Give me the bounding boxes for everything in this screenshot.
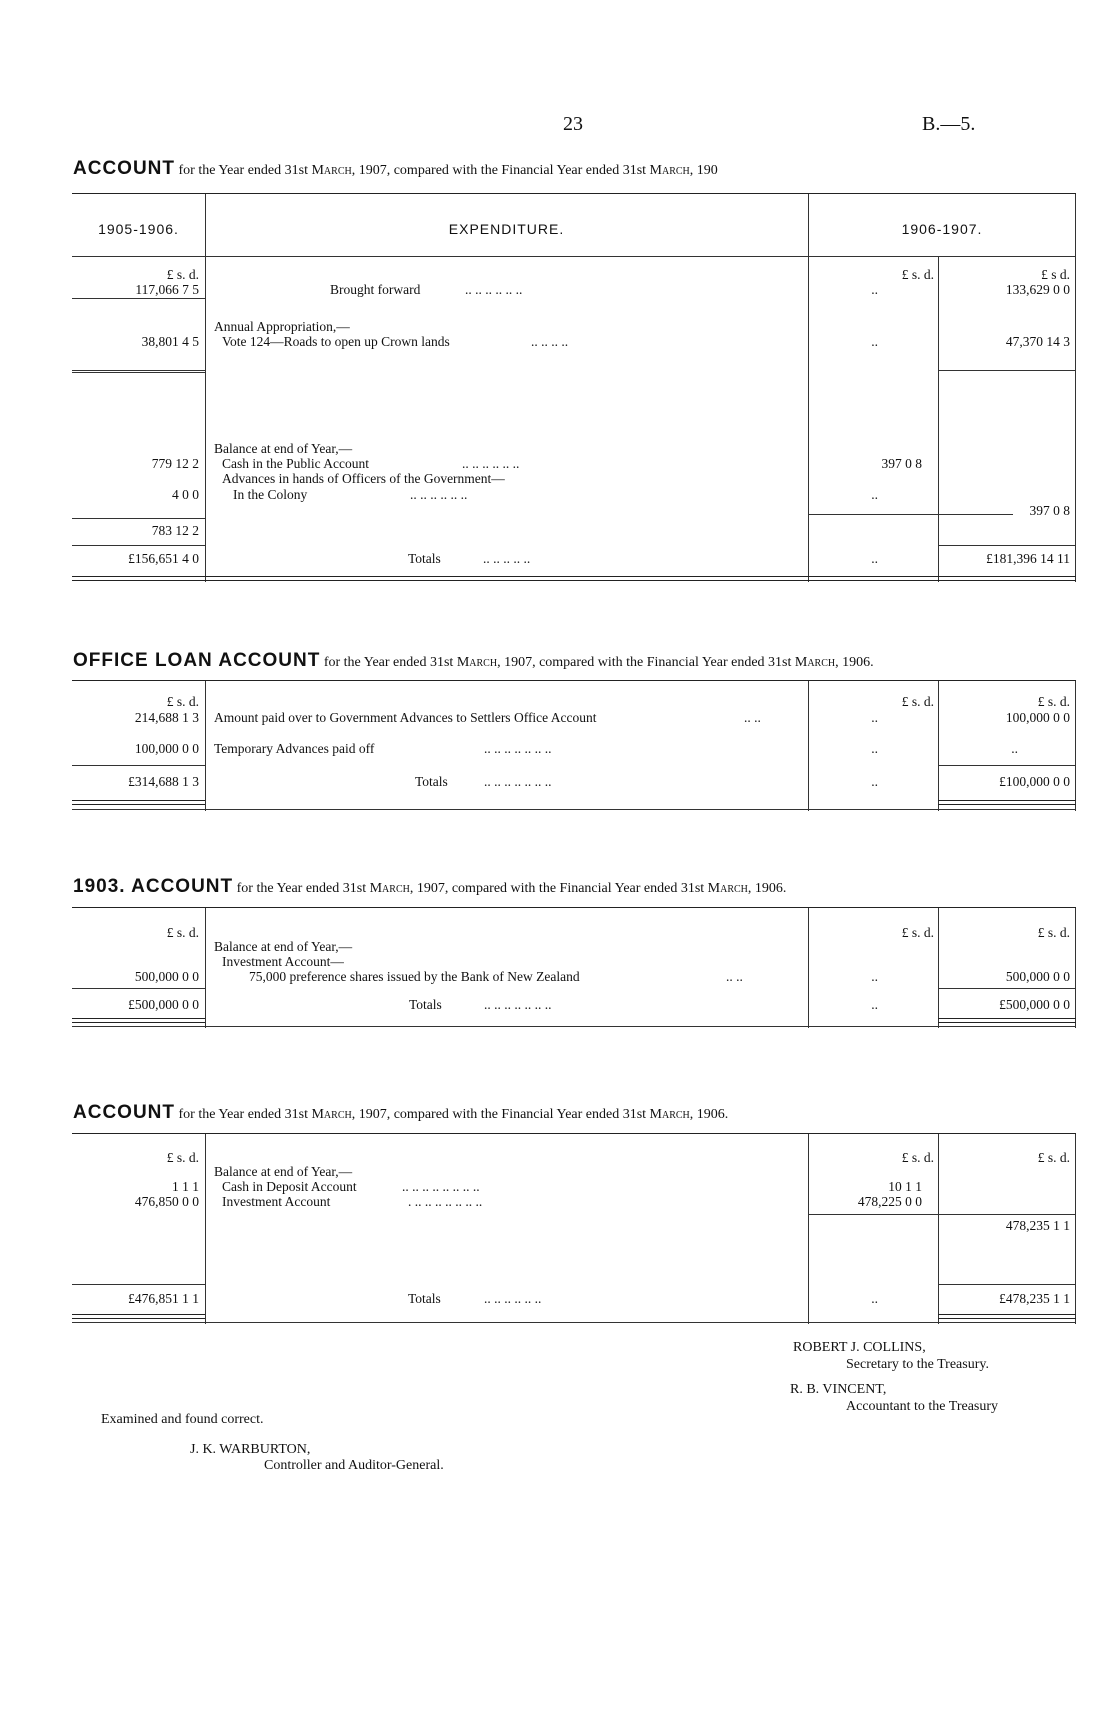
row-label: Annual Appropriation,—: [214, 319, 350, 334]
row-label: Investment Account: [222, 1194, 331, 1209]
row-label: Balance at end of Year,—: [214, 441, 353, 456]
row-label: Cash in Deposit Account: [222, 1179, 357, 1194]
row-label: Vote 124—Roads to open up Crown lands: [222, 334, 450, 349]
signatory-title: Accountant to the Treasury: [846, 1399, 999, 1414]
amount: ..: [871, 487, 878, 502]
amount: £478,235 1 1: [999, 1291, 1070, 1306]
amount: ..: [871, 1291, 878, 1306]
page-reference: B.—5.: [922, 113, 976, 135]
leader-dots: .. .. .. .. .. .. ..: [484, 997, 552, 1012]
unit-header: £ s. d.: [166, 925, 199, 940]
unit-header: £ s. d.: [901, 694, 934, 709]
amount: 500,000 0 0: [1005, 969, 1070, 984]
row-label: In the Colony: [233, 487, 308, 502]
amount: 397 0 8: [1029, 503, 1070, 518]
amount: 4 0 0: [172, 487, 199, 502]
amount: 779 12 2: [151, 456, 199, 471]
amount: 214,688 1 3: [134, 710, 199, 725]
unit-header: £ s d.: [1041, 267, 1070, 282]
account-3-title: 1903. ACCOUNT for the Year ended 31st March, 1907, compared with the Financial Year ended 31st March, 1906.: [73, 876, 787, 897]
amount: 117,066 7 5: [135, 282, 199, 297]
amount: £156,651 4 0: [128, 551, 199, 566]
account-4-table: [72, 1133, 1076, 1324]
amount: £100,000 0 0: [999, 774, 1070, 789]
leader-dots: . .. .. .. .. .. .. ..: [408, 1194, 483, 1209]
amount: ..: [1011, 741, 1018, 756]
amount: 100,000 0 0: [134, 741, 199, 756]
signatory-name: ROBERT J. COLLINS,: [793, 1340, 926, 1355]
account-3-table: [72, 907, 1076, 1028]
amount: ..: [871, 710, 878, 725]
leader-dots: .. .. .. .. .. ..: [462, 456, 520, 471]
leader-dots: .. .. .. .. .. ..: [465, 282, 523, 297]
amount: ..: [871, 969, 878, 984]
row-label: Temporary Advances paid off: [214, 741, 375, 756]
leader-dots: .. .. .. .. .. ..: [410, 487, 468, 502]
row-label: 75,000 preference shares issued by the Bank of New Zealand: [249, 969, 580, 984]
amount: 478,235 1 1: [1005, 1218, 1070, 1233]
row-label: Amount paid over to Government Advances to Settlers Office Account: [214, 710, 597, 725]
column-header-1905-1906: 1905-1906.: [98, 221, 179, 237]
signatory-name: J. K. WARBURTON,: [190, 1442, 311, 1457]
amount: £500,000 0 0: [999, 997, 1070, 1012]
unit-header: £ s. d.: [166, 1150, 199, 1165]
amount: 500,000 0 0: [134, 969, 199, 984]
page-number: 23: [563, 113, 583, 135]
unit-header: £ s. d.: [901, 1150, 934, 1165]
amount: £314,688 1 3: [128, 774, 199, 789]
unit-header: £ s. d.: [1037, 1150, 1070, 1165]
row-label: Balance at end of Year,—: [214, 1164, 353, 1179]
unit-header: £ s. d.: [1037, 925, 1070, 940]
leader-dots: .. ..: [744, 710, 761, 725]
amount: ..: [871, 997, 878, 1012]
amount: 1 1 1: [172, 1179, 199, 1194]
row-label: Investment Account—: [222, 954, 344, 969]
amount: ..: [871, 551, 878, 566]
row-label: Advances in hands of Officers of the Government—: [222, 471, 505, 486]
account-2-title: OFFICE LOAN ACCOUNT for the Year ended 31st March, 1907, compared with the Financial Year ended 31st March, 1906.: [73, 650, 874, 671]
leader-dots: .. .. .. .. ..: [483, 551, 531, 566]
leader-dots: .. ..: [726, 969, 743, 984]
column-header-expenditure: EXPENDITURE.: [448, 221, 565, 237]
column-header-1906-1907: 1906-1907.: [901, 221, 983, 237]
leader-dots: .. .. .. .. .. .. ..: [484, 774, 552, 789]
totals-label: Totals: [408, 1291, 441, 1306]
leader-dots: .. .. .. .. .. ..: [484, 1291, 542, 1306]
leader-dots: .. .. .. .. .. .. .. ..: [402, 1179, 480, 1194]
account-4-title-main: ACCOUNT: [73, 1102, 175, 1123]
signatory-title: Controller and Auditor-General.: [264, 1458, 444, 1473]
unit-header: £ s. d.: [901, 267, 934, 282]
amount: 478,225 0 0: [857, 1194, 922, 1209]
examined-statement: Examined and found correct.: [101, 1412, 264, 1427]
account-1-title: ACCOUNT for the Year ended 31st March, 1907, compared with the Financial Year ended 31st March, 190: [73, 158, 718, 179]
account-2-table: [72, 680, 1076, 811]
amount: ..: [871, 334, 878, 349]
row-label: Brought forward: [330, 282, 421, 297]
row-label: Cash in the Public Account: [222, 456, 369, 471]
amount: 783 12 2: [151, 523, 199, 538]
amount: 38,801 4 5: [141, 334, 199, 349]
totals-label: Totals: [408, 551, 441, 566]
amount: ..: [871, 282, 878, 297]
signatory-name: R. B. VINCENT,: [790, 1382, 887, 1397]
leader-dots: .. .. .. .. .. .. ..: [484, 741, 552, 756]
amount: 133,629 0 0: [1005, 282, 1070, 297]
account-3-title-main: 1903. ACCOUNT: [73, 876, 234, 897]
account-1-table: [72, 193, 1076, 582]
amount: £476,851 1 1: [128, 1291, 199, 1306]
amount: 10 1 1: [888, 1179, 922, 1194]
unit-header: £ s. d.: [166, 267, 199, 282]
amount: 397 0 8: [881, 456, 922, 471]
signatory-title: Secretary to the Treasury.: [846, 1357, 989, 1372]
amount: 47,370 14 3: [1005, 334, 1070, 349]
account-2-title-main: OFFICE LOAN ACCOUNT: [73, 650, 321, 671]
unit-header: £ s. d.: [166, 694, 199, 709]
amount: ..: [871, 774, 878, 789]
totals-label: Totals: [415, 774, 448, 789]
amount: £500,000 0 0: [128, 997, 199, 1012]
totals-label: Totals: [409, 997, 442, 1012]
amount: 476,850 0 0: [134, 1194, 199, 1209]
unit-header: £ s. d.: [1037, 694, 1070, 709]
amount: £181,396 14 11: [986, 551, 1070, 566]
row-label: Balance at end of Year,—: [214, 939, 353, 954]
amount: ..: [871, 741, 878, 756]
account-1-title-main: ACCOUNT: [73, 158, 175, 179]
amount: 100,000 0 0: [1005, 710, 1070, 725]
leader-dots: .. .. .. ..: [531, 334, 569, 349]
account-4-title: ACCOUNT for the Year ended 31st March, 1907, compared with the Financial Year ended 31st March, 1906.: [73, 1102, 729, 1123]
unit-header: £ s. d.: [901, 925, 934, 940]
